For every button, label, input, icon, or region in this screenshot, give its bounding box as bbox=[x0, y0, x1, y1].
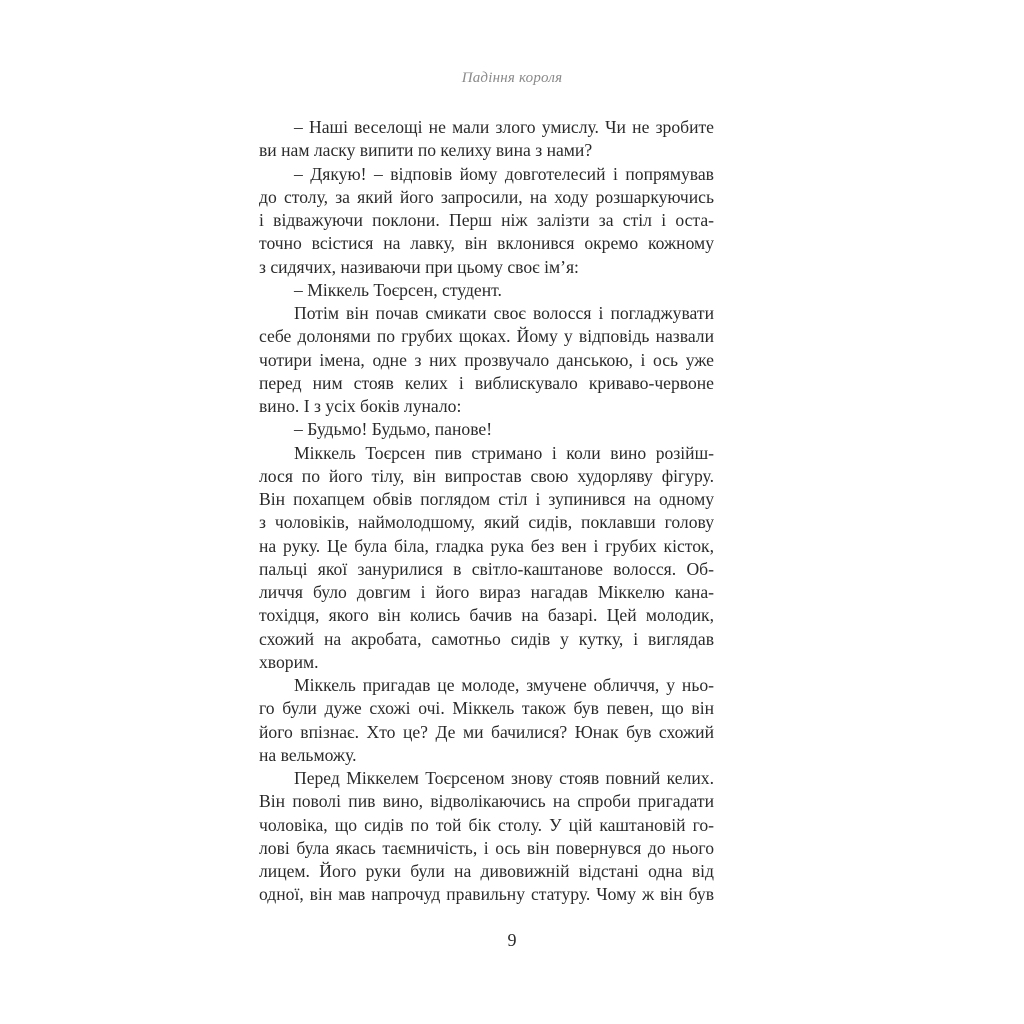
text-line: перед ним стояв келих і виблискувало криваво-червоне bbox=[259, 372, 714, 393]
text-line: – Дякую! – відповів йому довготелесий і попрямував bbox=[294, 163, 714, 184]
text-line: хворим. bbox=[259, 651, 319, 672]
text-line: – Будьмо! Будьмо, панове! bbox=[294, 419, 493, 440]
text-line: пальці якої занурилися в світло-каштанове волосся. Об- bbox=[259, 558, 714, 579]
running-head: Падіння короля bbox=[461, 70, 563, 86]
text-line: на вельможу. bbox=[259, 744, 357, 765]
text-line: вино. І з усіх боків лунало: bbox=[259, 396, 462, 416]
text-line: ви нам ласку випити по келиху вина з нами? bbox=[259, 140, 593, 161]
text-line: до столу, за який його запросили, на ходу розшаркуючись bbox=[259, 186, 714, 207]
text-line: чоловіка, що сидів по той бік столу. У цій каштановій го- bbox=[259, 814, 714, 835]
text-line: на руку. Це була біла, гладка рука без вен і грубих кісток, bbox=[259, 535, 714, 556]
text-line: лицем. Його руки були на дивовижній відстані одна від bbox=[259, 861, 714, 881]
body-text bbox=[259, 116, 714, 907]
text-line: Міккель Тоєрсен пив стримано і коли вино розійш- bbox=[294, 442, 714, 463]
text-line: личчя було довгим і його вираз нагадав Міккелю кана- bbox=[259, 582, 714, 602]
text-line: і відважуючи поклони. Перш ніж залізти за стіл і оста- bbox=[259, 210, 714, 230]
text-line: його впізнає. Хто це? Де ми бачилися? Юнак був схожий bbox=[259, 721, 714, 742]
text-line: чотири імена, одне з них прозвучало данською, і ось уже bbox=[259, 349, 714, 370]
text-line: себе долонями по грубих щоках. Йому у відповідь назвали bbox=[259, 326, 714, 347]
text-line: Потім він почав смикати своє волосся і погладжувати bbox=[294, 303, 714, 323]
text-line: лові була якась таємничість, і ось він повернувся до нього bbox=[259, 837, 714, 858]
text-line: тохідця, якого він колись бачив на базарі. Цей молодик, bbox=[259, 605, 714, 626]
text-line: Він поволі пив вино, відволікаючись на спроби пригадати bbox=[259, 791, 714, 812]
page-number: 9 bbox=[507, 930, 517, 950]
text-line: Міккель пригадав це молоде, змучене обличчя, у ньо- bbox=[294, 675, 714, 695]
text-line: лося по його тілу, він випростав свою худорляву фігуру. bbox=[259, 465, 714, 486]
text-line: го були дуже схожі очі. Міккель також був певен, що він bbox=[259, 698, 714, 719]
text-line: схожий на акробата, самотньо сидів у кутку, і виглядав bbox=[259, 628, 714, 649]
text-line: Перед Міккелем Тоєрсеном знову стояв повний келих. bbox=[294, 768, 714, 788]
text-line: одної, він мав напрочуд правильну статуру. Чому ж він був bbox=[259, 884, 714, 905]
text-line: точно всістися на лавку, він вклонився окремо кожному bbox=[259, 233, 714, 254]
text-line: – Наші веселощі не мали злого умислу. Чи не зробите bbox=[294, 117, 714, 137]
text-line: – Міккель Тоєрсен, студент. bbox=[294, 279, 502, 300]
text-line: з сидячих, називаючи при цьому своє ім’я: bbox=[259, 256, 579, 277]
text-line: Він похапцем обвів поглядом стіл і зупинився на одному bbox=[259, 489, 714, 509]
text-line: з чоловіків, наймолодшому, який сидів, поклавши голову bbox=[259, 512, 714, 533]
